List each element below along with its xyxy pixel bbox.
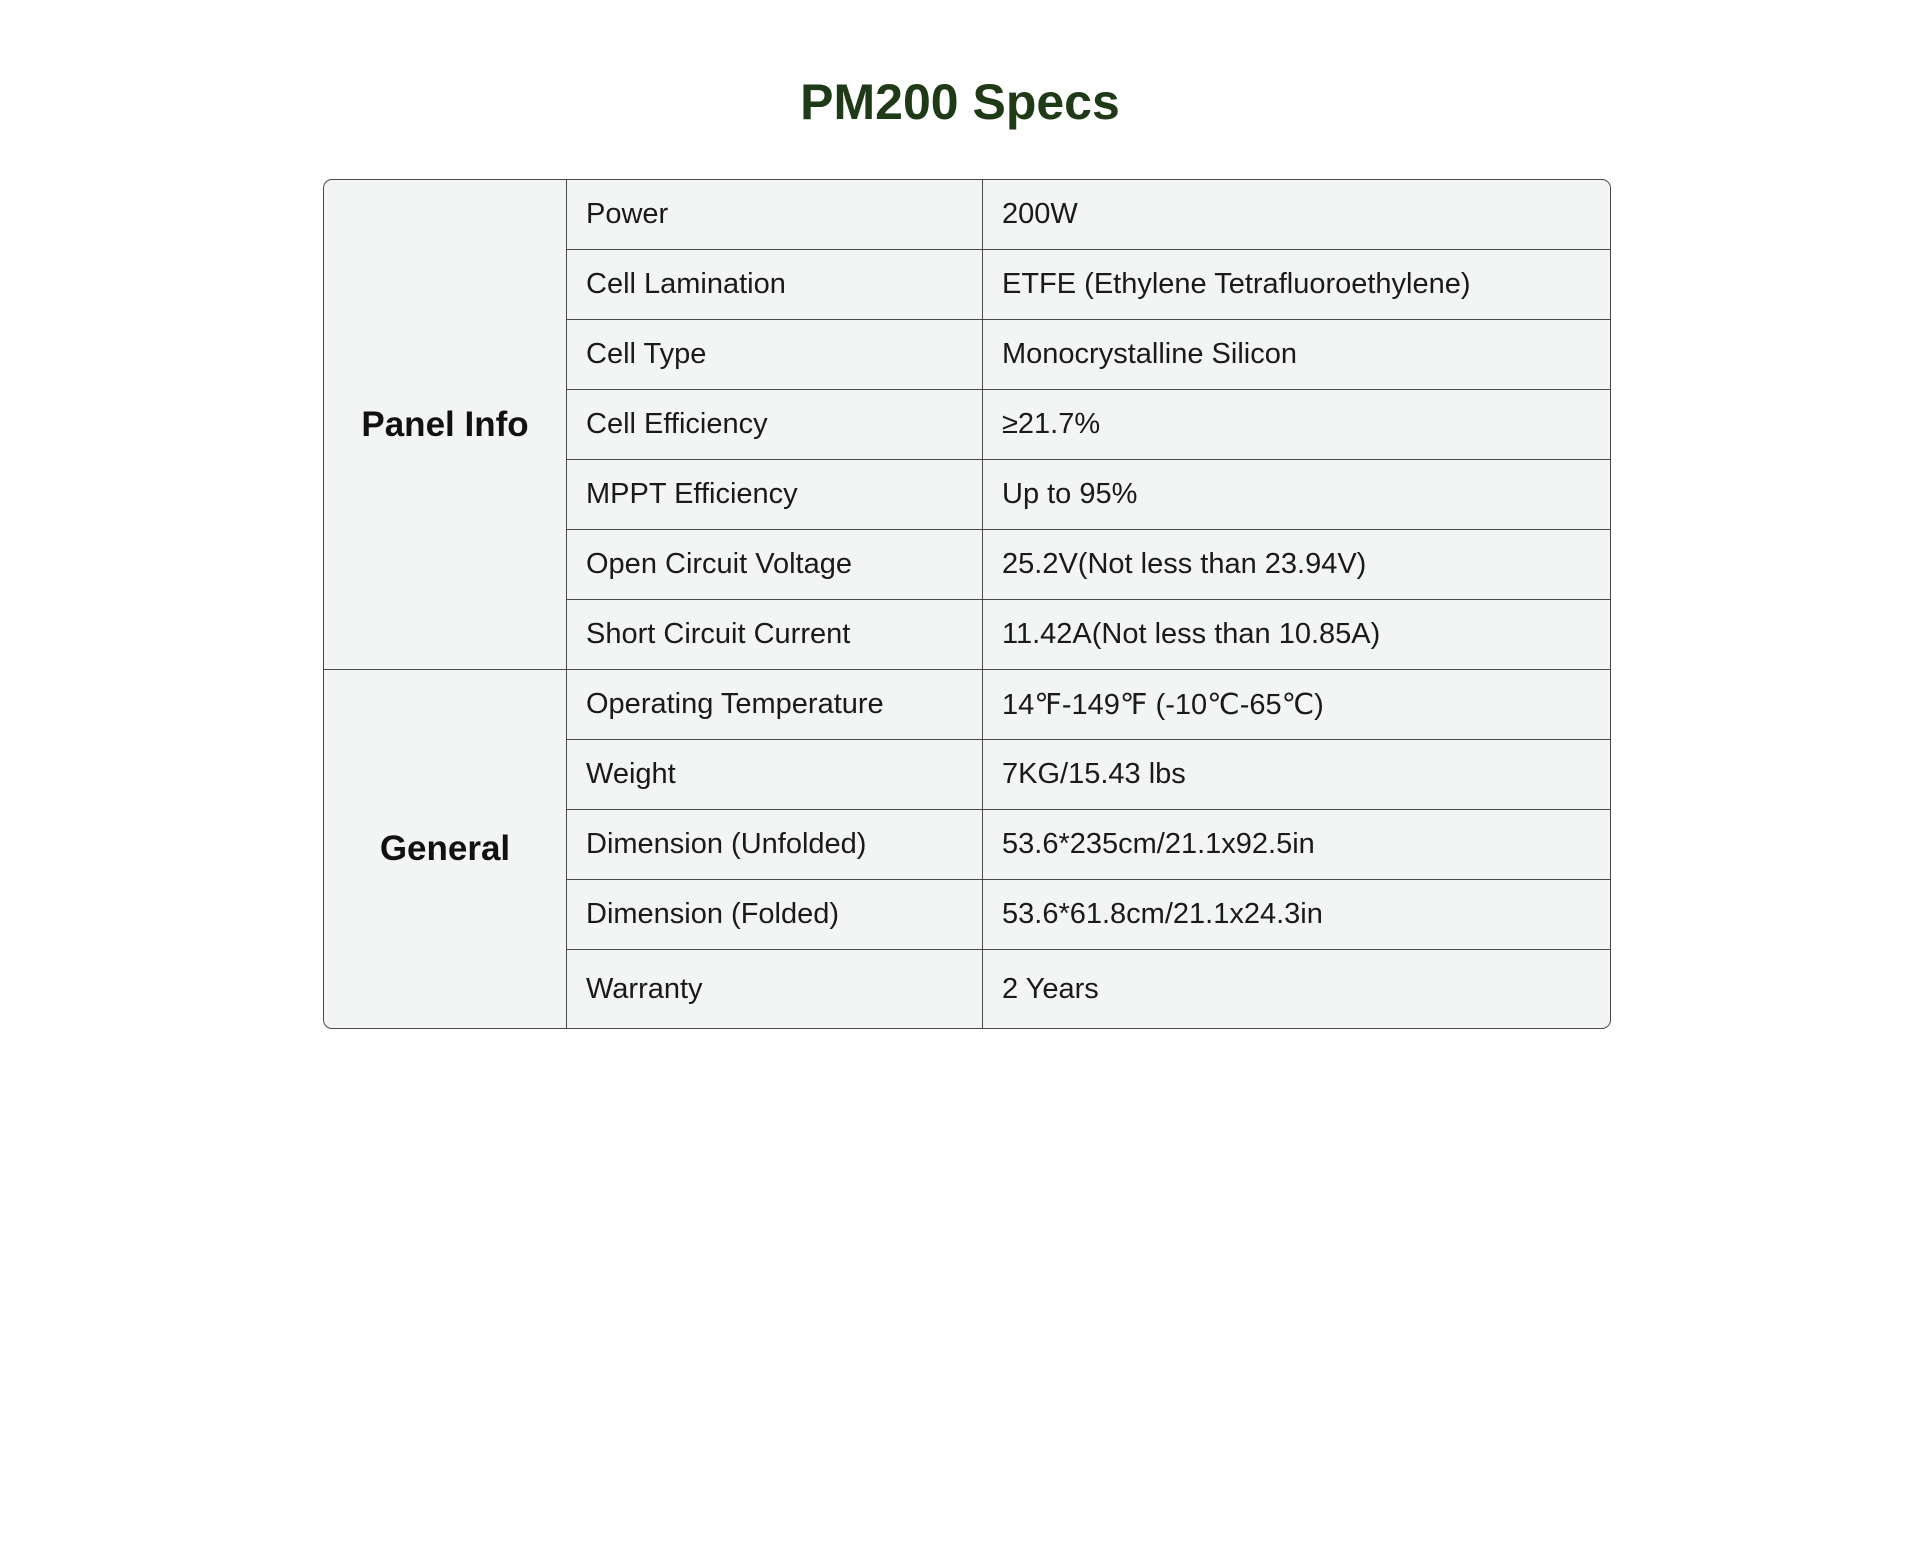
page-title: PM200 Specs — [800, 74, 1120, 130]
spec-key-mppt-efficiency: MPPT Efficiency — [567, 460, 983, 529]
spec-key-short-circuit-current: Short Circuit Current — [567, 600, 983, 669]
section-rows — [567, 180, 1610, 669]
table-row — [567, 879, 1610, 949]
spec-key-power: Power — [567, 180, 983, 249]
spec-value-dimension-unfolded: 53.6*235cm/21.1x92.5in — [1002, 828, 1315, 860]
spec-value-cell-efficiency: ≥21.7% — [1002, 408, 1101, 440]
table-row — [567, 389, 1610, 459]
spec-value-cell-type: Monocrystalline Silicon — [1002, 338, 1297, 370]
spec-table — [323, 179, 1611, 1029]
table-row — [567, 670, 1610, 739]
table-row — [567, 739, 1610, 809]
table-row — [567, 180, 1610, 249]
spec-value-short-circuit-current: 11.42A(Not less than 10.85A) — [1002, 618, 1381, 650]
spec-value-cell-lamination: ETFE (Ethylene Tetrafluoroethylene) — [1002, 268, 1471, 300]
spec-key-weight: Weight — [567, 740, 983, 809]
spec-key-operating-temperature: Operating Temperature — [567, 670, 983, 739]
spec-value-warranty: 2 Years — [1002, 972, 1099, 1005]
section-general — [324, 669, 1610, 1028]
spec-key-dimension-unfolded: Dimension (Unfolded) — [567, 810, 983, 879]
spec-key-cell-efficiency: Cell Efficiency — [567, 390, 983, 459]
section-rows — [567, 670, 1610, 1028]
table-row — [567, 529, 1610, 599]
spec-value-weight: 7KG/15.43 lbs — [1002, 758, 1186, 790]
section-label-panel-info: Panel Info — [324, 180, 567, 669]
spec-value-open-circuit-voltage: 25.2V(Not less than 23.94V) — [1002, 548, 1367, 580]
section-panel-info — [324, 180, 1610, 669]
spec-value-power: 200W — [1002, 198, 1078, 230]
section-label-general: General — [324, 670, 567, 1028]
spec-key-warranty: Warranty — [567, 950, 983, 1028]
spec-key-dimension-folded: Dimension (Folded) — [567, 880, 983, 949]
spec-value-dimension-folded: 53.6*61.8cm/21.1x24.3in — [1002, 898, 1323, 930]
spec-value-mppt-efficiency: Up to 95% — [1002, 478, 1138, 510]
table-row — [567, 459, 1610, 529]
table-row — [567, 599, 1610, 669]
spec-key-cell-lamination: Cell Lamination — [567, 250, 983, 319]
table-row — [567, 809, 1610, 879]
table-row — [567, 949, 1610, 1028]
table-row — [567, 249, 1610, 319]
spec-value-operating-temperature: 14℉-149℉ (-10℃-65℃) — [1002, 689, 1324, 721]
table-row — [567, 319, 1610, 389]
spec-key-cell-type: Cell Type — [567, 320, 983, 389]
spec-key-open-circuit-voltage: Open Circuit Voltage — [567, 530, 983, 599]
